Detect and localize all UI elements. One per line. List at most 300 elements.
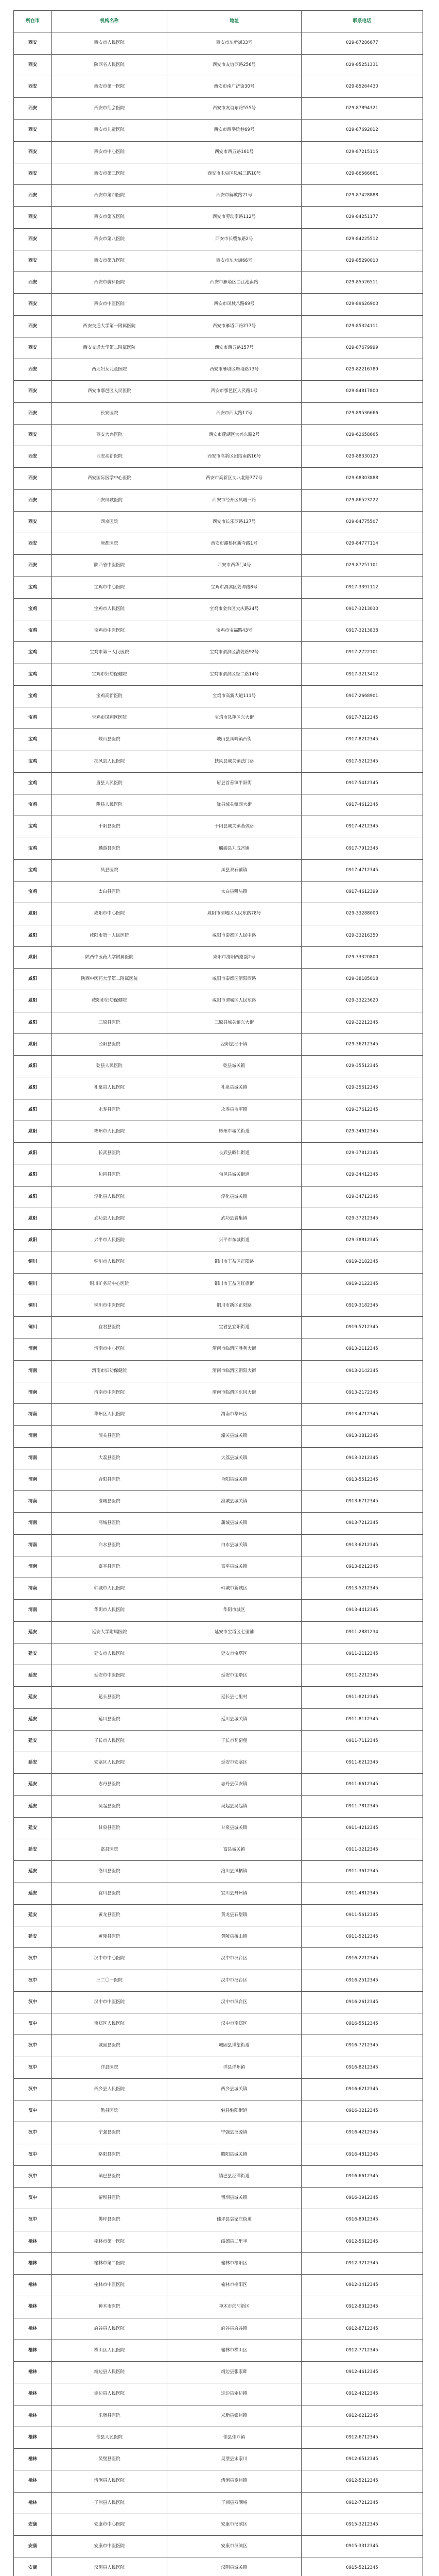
cell-city: 延安 (14, 1926, 52, 1948)
cell-address: 铜川市王益区红旗街 (167, 1273, 302, 1295)
table-row (14, 707, 423, 729)
table-row (14, 2013, 423, 2035)
cell-phone: 029-37212345 (302, 1208, 423, 1229)
cell-address: 汉阴县城关镇 (167, 2557, 302, 2576)
cell-phone: 0917-4712345 (302, 859, 423, 881)
cell-phone: 0916-5512345 (302, 2013, 423, 2035)
cell-name: 西安高新医院 (52, 446, 167, 468)
cell-name: 城固县医院 (52, 2035, 167, 2057)
cell-phone: 0911-8112345 (302, 1708, 423, 1730)
cell-city: 西安 (14, 98, 52, 120)
cell-city: 延安 (14, 1643, 52, 1665)
cell-phone: 0911-7112345 (302, 1730, 423, 1752)
table-row (14, 2383, 423, 2405)
cell-name: 彬州市人民医院 (52, 1121, 167, 1142)
cell-address: 汉中市汉台区 (167, 1991, 302, 2013)
cell-name: 陕西省中医医院 (52, 555, 167, 577)
cell-city: 西安 (14, 424, 52, 446)
table-row (14, 2122, 423, 2144)
cell-city: 咸阳 (14, 1208, 52, 1229)
cell-phone: 0916-3212345 (302, 2100, 423, 2122)
table-row (14, 1164, 423, 1186)
cell-address: 西安市莲湖区大兴东路2号 (167, 424, 302, 446)
cell-phone: 0917-5212345 (302, 751, 423, 772)
table-row (14, 642, 423, 664)
cell-phone: 029-33223620 (302, 990, 423, 1012)
cell-name: 蒲城县医院 (52, 1513, 167, 1534)
table-header-row (14, 11, 423, 32)
cell-address: 乾县城关镇 (167, 1056, 302, 1077)
cell-address: 佛坪县袁家庄街道 (167, 2209, 302, 2231)
cell-name: 麟游县医院 (52, 838, 167, 859)
cell-phone: 0913-2142345 (302, 1360, 423, 1382)
cell-city: 榆林 (14, 2296, 52, 2318)
cell-name: 宝鸡市妇幼保健院 (52, 664, 167, 685)
table-row (14, 2492, 423, 2514)
cell-phone: 029-37812345 (302, 1143, 423, 1164)
table-row (14, 402, 423, 424)
cell-address: 西安市劳动南路112号 (167, 207, 302, 228)
cell-address: 洛川县凤栖镇 (167, 1861, 302, 1883)
cell-name: 合阳县医院 (52, 1469, 167, 1490)
cell-city: 咸阳 (14, 1164, 52, 1186)
cell-phone: 029-87286677 (302, 32, 423, 54)
cell-phone: 0913-3212345 (302, 1447, 423, 1469)
cell-address: 铜川市王益区正阳路 (167, 1251, 302, 1273)
cell-phone: 0913-7212345 (302, 1513, 423, 1534)
table-row (14, 228, 423, 250)
cell-phone: 029-35512345 (302, 1056, 423, 1077)
table-row (14, 1251, 423, 1273)
cell-name: 永寿县医院 (52, 1099, 167, 1121)
cell-phone: 0916-2512345 (302, 1970, 423, 1991)
table-row (14, 1534, 423, 1556)
cell-address: 西安市长缨东路2号 (167, 228, 302, 250)
table-row (14, 141, 423, 163)
table-row (14, 2078, 423, 2100)
cell-name: 西安市第三医院 (52, 163, 167, 184)
cell-city: 汉中 (14, 2144, 52, 2165)
table-row (14, 1208, 423, 1229)
cell-city: 渭南 (14, 1469, 52, 1490)
cell-city: 榆林 (14, 2252, 52, 2274)
cell-address: 彬州市城关街道 (167, 1121, 302, 1142)
table-row (14, 1230, 423, 1251)
cell-address: 汉中市汉台区 (167, 1970, 302, 1991)
table-row (14, 1491, 423, 1513)
cell-city: 西安 (14, 489, 52, 511)
cell-city: 宝鸡 (14, 620, 52, 642)
cell-phone: 0912-5212345 (302, 2470, 423, 2492)
cell-address: 咸阳市秦都区渭阳西路 (167, 969, 302, 990)
cell-city: 咸阳 (14, 925, 52, 946)
cell-address: 西安市友谊西路256号 (167, 54, 302, 76)
cell-address: 汉中市汉台区 (167, 1948, 302, 1970)
cell-name: 西安交通大学第一附属医院 (52, 315, 167, 337)
cell-phone: 029-84225512 (302, 228, 423, 250)
cell-city: 西安 (14, 141, 52, 163)
table-row (14, 2100, 423, 2122)
table-row (14, 1948, 423, 1970)
cell-phone: 029-85324111 (302, 315, 423, 337)
cell-name: 佳县人民医院 (52, 2427, 167, 2448)
cell-phone: 0911-3212345 (302, 1839, 423, 1861)
table-row (14, 1926, 423, 1948)
cell-phone: 029-84775507 (302, 511, 423, 533)
cell-phone: 0917-2722101 (302, 642, 423, 664)
cell-name: 铜川市中医医院 (52, 1295, 167, 1316)
table-row (14, 315, 423, 337)
cell-city: 汉中 (14, 1970, 52, 1991)
table-row (14, 620, 423, 642)
cell-address: 吴堡县宋家川 (167, 2449, 302, 2470)
table-row (14, 1513, 423, 1534)
cell-city: 咸阳 (14, 1012, 52, 1033)
cell-city: 咸阳 (14, 990, 52, 1012)
cell-city: 西安 (14, 228, 52, 250)
cell-address: 西安市西五路157号 (167, 337, 302, 359)
cell-name: 唐都医院 (52, 533, 167, 555)
cell-name: 安塞区人民医院 (52, 1752, 167, 1774)
cell-city: 渭南 (14, 1338, 52, 1360)
cell-name: 佛坪县医院 (52, 2209, 167, 2231)
cell-phone: 029-84817800 (302, 381, 423, 402)
table-row (14, 185, 423, 207)
table-row (14, 98, 423, 120)
cell-address: 安康市汉滨区 (167, 2536, 302, 2557)
cell-address: 黄陵县桥山镇 (167, 1926, 302, 1948)
cell-phone: 0917-3391112 (302, 577, 423, 598)
table-row (14, 1883, 423, 1904)
cell-phone: 0912-6212345 (302, 2405, 423, 2427)
cell-name: 潼关县医院 (52, 1426, 167, 1447)
cell-address: 旬邑县城关街道 (167, 1164, 302, 1186)
cell-phone: 0916-7212345 (302, 2035, 423, 2057)
table-row (14, 729, 423, 751)
cell-city: 西安 (14, 359, 52, 381)
cell-city: 渭南 (14, 1360, 52, 1382)
cell-city: 榆林 (14, 2231, 52, 2252)
cell-phone: 0913-6712345 (302, 1491, 423, 1513)
cell-phone: 0916-8912345 (302, 2209, 423, 2231)
cell-address: 凤县双石铺镇 (167, 859, 302, 881)
cell-address: 宝鸡市凤翔区东大街 (167, 707, 302, 729)
cell-name: 定边县人民医院 (52, 2383, 167, 2405)
cell-phone: 0912-7712345 (302, 2340, 423, 2361)
cell-city: 汉中 (14, 2209, 52, 2231)
table-row (14, 1621, 423, 1643)
table-row (14, 1904, 423, 1926)
cell-name: 西京医院 (52, 511, 167, 533)
cell-phone: 029-35612345 (302, 1077, 423, 1099)
cell-name: 西安市鄠邑区人民医院 (52, 381, 167, 402)
cell-name: 汉阴县人民医院 (52, 2557, 167, 2576)
table-row (14, 2252, 423, 2274)
table-row (14, 859, 423, 881)
cell-city: 西安 (14, 272, 52, 294)
cell-phone: 0917-7212345 (302, 707, 423, 729)
cell-name: 西安市第五医院 (52, 207, 167, 228)
cell-city: 西安 (14, 76, 52, 97)
cell-name: 黄陵县医院 (52, 1926, 167, 1948)
cell-name: 西北妇女儿童医院 (52, 359, 167, 381)
cell-city: 宝鸡 (14, 838, 52, 859)
cell-address: 陇县城关镇西大街 (167, 794, 302, 816)
cell-name: 兴平市人民医院 (52, 1230, 167, 1251)
cell-name: 汉中市中心医院 (52, 1948, 167, 1970)
cell-phone: 0912-5612345 (302, 2231, 423, 2252)
cell-phone: 0911-2212345 (302, 1665, 423, 1687)
table-row (14, 1600, 423, 1621)
cell-city: 渭南 (14, 1404, 52, 1426)
cell-phone: 0912-4212345 (302, 2383, 423, 2405)
cell-address: 西安市雁塔区雁塔路73号 (167, 359, 302, 381)
cell-address: 镇巴县泾洋街道 (167, 2165, 302, 2187)
cell-name: 宝鸡高新医院 (52, 685, 167, 707)
cell-address: 延安市宝塔区 (167, 1665, 302, 1687)
cell-name: 旬邑县医院 (52, 1164, 167, 1186)
cell-address: 西乡县城关镇 (167, 2078, 302, 2100)
cell-city: 咸阳 (14, 1099, 52, 1121)
cell-address: 潼关县城关镇 (167, 1426, 302, 1447)
cell-address: 西安市未央区凤城三路10号 (167, 163, 302, 184)
cell-city: 渭南 (14, 1491, 52, 1513)
cell-name: 西安市儿童医院 (52, 120, 167, 141)
cell-name: 铜川市人民医院 (52, 1251, 167, 1273)
cell-city: 西安 (14, 468, 52, 489)
cell-city: 延安 (14, 1839, 52, 1861)
cell-name: 延安大学附属医院 (52, 1621, 167, 1643)
cell-name: 榆林市中医医院 (52, 2275, 167, 2296)
cell-name: 咸阳市妇幼保健院 (52, 990, 167, 1012)
cell-address: 淳化县城关镇 (167, 1186, 302, 1208)
cell-name: 富县医院 (52, 1839, 167, 1861)
cell-address: 宝鸡市渭滨区经二路14号 (167, 664, 302, 685)
cell-address: 榆林市榆阳区 (167, 2252, 302, 2274)
cell-name: 三原县医院 (52, 1012, 167, 1033)
cell-name: 子长市人民医院 (52, 1730, 167, 1752)
cell-phone: 029-38185018 (302, 969, 423, 990)
cell-name: 韩城市人民医院 (52, 1578, 167, 1600)
cell-address: 蒲城县城关镇 (167, 1513, 302, 1534)
cell-phone: 029-85526511 (302, 272, 423, 294)
cell-phone: 0912-3212345 (302, 2252, 423, 2274)
cell-city: 榆林 (14, 2449, 52, 2470)
header-address: 地址 (167, 11, 302, 32)
cell-name: 铜川矿务局中心医院 (52, 1273, 167, 1295)
cell-name: 延安市中医医院 (52, 1665, 167, 1687)
table-row (14, 1273, 423, 1295)
table-row (14, 511, 423, 533)
cell-phone: 029-36212345 (302, 1033, 423, 1055)
table-row (14, 925, 423, 946)
cell-name: 陕西省人民医院 (52, 54, 167, 76)
cell-name: 子洲县人民医院 (52, 2492, 167, 2514)
cell-city: 延安 (14, 1817, 52, 1839)
cell-city: 榆林 (14, 2318, 52, 2340)
cell-address: 扶风县城关镇法门路 (167, 751, 302, 772)
cell-address: 渭南市临渭区胜利大街 (167, 1338, 302, 1360)
cell-name: 泾阳县医院 (52, 1033, 167, 1055)
table-row (14, 1817, 423, 1839)
table-row (14, 2514, 423, 2535)
cell-city: 咸阳 (14, 1121, 52, 1142)
cell-phone: 0917-3213838 (302, 620, 423, 642)
cell-address: 西安市西太路17号 (167, 402, 302, 424)
table-row (14, 2188, 423, 2209)
cell-city: 铜川 (14, 1273, 52, 1295)
cell-name: 陕西中医药大学附属医院 (52, 946, 167, 968)
cell-name: 西安交通大学第二附属医院 (52, 337, 167, 359)
cell-name: 西安凤城医院 (52, 489, 167, 511)
table-row (14, 32, 423, 54)
cell-address: 西安市西华门4号 (167, 555, 302, 577)
cell-name: 大荔县医院 (52, 1447, 167, 1469)
cell-city: 咸阳 (14, 903, 52, 925)
cell-phone: 0912-8712345 (302, 2318, 423, 2340)
cell-address: 宝鸡市宝福路43号 (167, 620, 302, 642)
cell-city: 安康 (14, 2557, 52, 2576)
cell-name: 吴起县医院 (52, 1795, 167, 1817)
table-row (14, 2057, 423, 2078)
cell-phone: 0913-3812345 (302, 1426, 423, 1447)
cell-name: 渭南市中心医院 (52, 1338, 167, 1360)
cell-address: 延长县七里村 (167, 1687, 302, 1708)
cell-address: 宝鸡市渭滨区清姜路92号 (167, 642, 302, 664)
table-row (14, 772, 423, 794)
table-row (14, 163, 423, 184)
cell-phone: 029-87679999 (302, 337, 423, 359)
cell-city: 延安 (14, 1774, 52, 1795)
table-row (14, 664, 423, 685)
cell-phone: 029-89536666 (302, 402, 423, 424)
cell-address: 宝鸡市金台区大庆路24号 (167, 598, 302, 620)
cell-phone: 029-86523222 (302, 489, 423, 511)
cell-city: 西安 (14, 381, 52, 402)
cell-city: 汉中 (14, 1991, 52, 2013)
cell-phone: 0911-3612345 (302, 1861, 423, 1883)
cell-address: 西安市友谊东路555号 (167, 98, 302, 120)
table-row (14, 1970, 423, 1991)
cell-phone: 029-33288000 (302, 903, 423, 925)
cell-name: 吴堡县医院 (52, 2449, 167, 2470)
cell-phone: 029-88330120 (302, 446, 423, 468)
cell-name: 西乡县人民医院 (52, 2078, 167, 2100)
table-row (14, 1404, 423, 1426)
table-row (14, 1861, 423, 1883)
cell-phone: 0911-8212345 (302, 1687, 423, 1708)
cell-name: 陕西中医药大学第二附属医院 (52, 969, 167, 990)
table-row (14, 1186, 423, 1208)
cell-address: 榆林市榆阳区 (167, 2275, 302, 2296)
cell-address: 留坝县城关镇 (167, 2188, 302, 2209)
cell-city: 榆林 (14, 2275, 52, 2296)
cell-address: 西安市东大街66号 (167, 250, 302, 272)
cell-city: 榆林 (14, 2427, 52, 2448)
table-row (14, 272, 423, 294)
cell-address: 千阳县城关镇燕伋路 (167, 816, 302, 838)
cell-name: 延安市人民医院 (52, 1643, 167, 1665)
cell-phone: 0916-8212345 (302, 2057, 423, 2078)
cell-phone: 0917-4212345 (302, 816, 423, 838)
table-row (14, 2231, 423, 2252)
cell-address: 汉中市南郑区 (167, 2013, 302, 2035)
table-row (14, 1077, 423, 1099)
table-row (14, 685, 423, 707)
table-row (14, 2340, 423, 2361)
cell-name: 长武县医院 (52, 1143, 167, 1164)
cell-address: 绥德县二里半 (167, 2231, 302, 2252)
cell-phone: 0917-8212345 (302, 729, 423, 751)
table-row (14, 2405, 423, 2427)
cell-address: 西安市经开区凤城三路 (167, 489, 302, 511)
cell-name: 扶风县人民医院 (52, 751, 167, 772)
cell-city: 榆林 (14, 2383, 52, 2405)
cell-name: 咸阳市中心医院 (52, 903, 167, 925)
cell-address: 铜川市新区正阳路 (167, 1295, 302, 1316)
cell-city: 西安 (14, 315, 52, 337)
cell-name: 延长县医院 (52, 1687, 167, 1708)
cell-city: 咸阳 (14, 969, 52, 990)
cell-phone: 0916-3912345 (302, 2188, 423, 2209)
cell-phone: 0911-6612345 (302, 1774, 423, 1795)
cell-name: 富平县医院 (52, 1556, 167, 1578)
cell-phone: 0919-2182345 (302, 1251, 423, 1273)
cell-phone: 029-68303888 (302, 468, 423, 489)
cell-city: 延安 (14, 1665, 52, 1687)
table-row (14, 2557, 423, 2576)
cell-city: 宝鸡 (14, 642, 52, 664)
cell-address: 武功县普集镇 (167, 1208, 302, 1229)
cell-phone: 0913-4412345 (302, 1600, 423, 1621)
cell-city: 延安 (14, 1904, 52, 1926)
cell-name: 横山区人民医院 (52, 2340, 167, 2361)
cell-city: 渭南 (14, 1556, 52, 1578)
cell-phone: 0916-4212345 (302, 2122, 423, 2144)
cell-city: 榆林 (14, 2362, 52, 2383)
table-row (14, 1295, 423, 1316)
cell-city: 西安 (14, 294, 52, 315)
table-row (14, 120, 423, 141)
cell-city: 延安 (14, 1708, 52, 1730)
cell-city: 宝鸡 (14, 577, 52, 598)
cell-address: 渭南市临渭区朝阳大街 (167, 1360, 302, 1382)
cell-city: 渭南 (14, 1578, 52, 1600)
cell-city: 延安 (14, 1795, 52, 1817)
table-row (14, 424, 423, 446)
cell-name: 洋县医院 (52, 2057, 167, 2078)
cell-address: 宝鸡市渭滨区姜谭路8号 (167, 577, 302, 598)
cell-city: 咸阳 (14, 1056, 52, 1077)
cell-name: 西安市红会医院 (52, 98, 167, 120)
cell-city: 延安 (14, 1730, 52, 1752)
cell-city: 咸阳 (14, 1143, 52, 1164)
cell-name: 渭南市中医医院 (52, 1382, 167, 1403)
table-row (14, 2165, 423, 2187)
cell-city: 延安 (14, 1687, 52, 1708)
cell-city: 西安 (14, 120, 52, 141)
cell-city: 宝鸡 (14, 816, 52, 838)
cell-name: 宝鸡市第三人民医院 (52, 642, 167, 664)
cell-phone: 0917-4612345 (302, 794, 423, 816)
cell-city: 宝鸡 (14, 598, 52, 620)
cell-address: 吴起县吴起镇 (167, 1795, 302, 1817)
cell-address: 合阳县城关镇 (167, 1469, 302, 1490)
cell-city: 延安 (14, 1861, 52, 1883)
cell-name: 澄城县医院 (52, 1491, 167, 1513)
cell-city: 渭南 (14, 1382, 52, 1403)
cell-name: 西安国际医学中心医院 (52, 468, 167, 489)
